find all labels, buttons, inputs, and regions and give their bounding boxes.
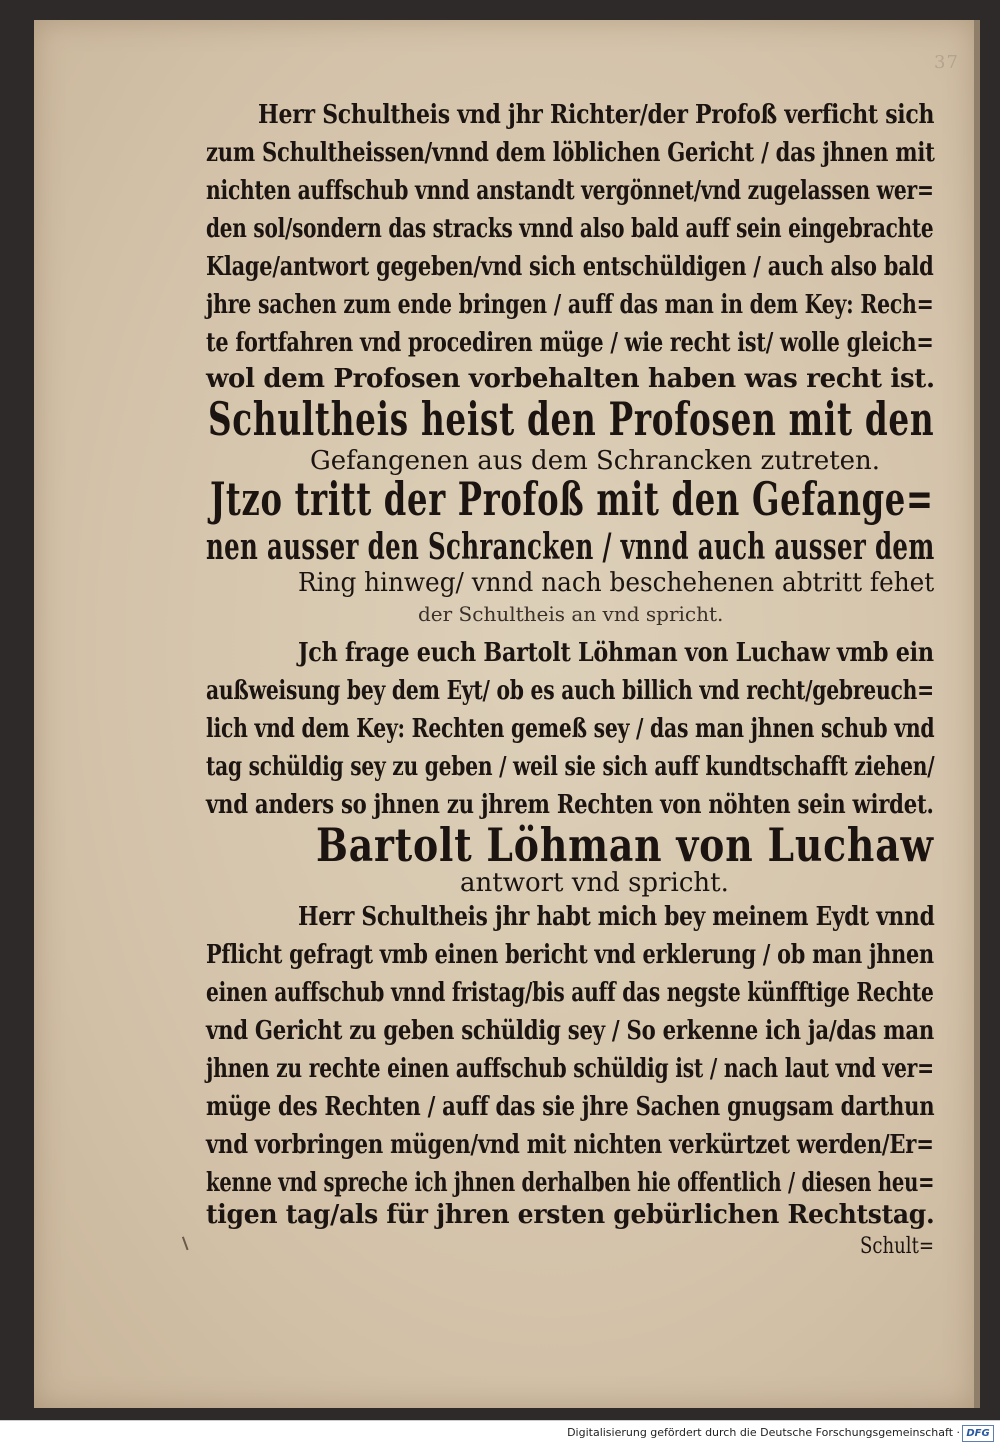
text-line: tigen tag/als für jhren ersten gebürlichen Rechtstag. (206, 1200, 935, 1230)
text-line: jhre sachen zum ende bringen / auff das man in dem Key: Rech= (206, 290, 934, 320)
text-line: zum Schultheissen/vnnd dem löblichen Gericht / das jhnen mit (206, 138, 935, 168)
footer-bar (0, 1420, 1000, 1445)
text-line: vnd anders so jhnen zu jhrem Rechten von nöhten sein wirdet. (206, 790, 934, 820)
text-line: Herr Schultheis vnd jhr Richter/der Profoß verficht sich (258, 100, 935, 130)
text-line: Herr Schultheis jhr habt mich bey meinem Eydt vnnd (298, 902, 935, 932)
funding-credit: Digitalisierung gefördert durch die Deutsche Forschungsgemeinschaft · (567, 1426, 960, 1439)
section-subheading: Ring hinweg/ vnnd nach beschehenen abtritt fehet (298, 568, 935, 598)
text-line: Pflicht gefragt vmb einen bericht vnd erklerung / ob man jhnen (206, 940, 934, 970)
text-line: tag schüldig sey zu geben / weil sie sich auff kundtschafft ziehen/ (206, 752, 935, 782)
text-line: nichten auffschub vnnd anstandt vergönnet/vnd zugelassen wer= (206, 176, 934, 206)
book-page (34, 20, 974, 1408)
text-line: lich vnd dem Key: Rechten gemeß sey / das man jhnen schub vnd (206, 714, 935, 744)
text-line: außweisung bey dem Eyt/ ob es auch billich vnd recht/gebreuch= (206, 676, 934, 706)
text-line: den sol/sondern das stracks vnnd also bald auff sein eingebrachte (206, 214, 934, 244)
section-heading: Jtzo tritt der Profoß mit den Gefange= (210, 472, 934, 526)
text-line: Klage/antwort gegeben/vnd sich entschüldigen / auch also bald (206, 252, 934, 282)
text-line: jhnen zu rechte einen auffschub schüldig ist / nach laut vnd ver= (206, 1054, 934, 1084)
catchword: Schult= (860, 1234, 935, 1259)
text-line: müge des Rechten / auff das sie jhre Sachen gnugsam darthun (206, 1092, 935, 1122)
text-line: vnd vorbringen mügen/vnd mit nichten verkürtzet werden/Er= (206, 1130, 934, 1160)
section-heading: nen ausser den Schrancken / vnnd auch ausser dem (206, 526, 935, 568)
dfg-logo: DFG (962, 1425, 994, 1442)
page-number-mark: 37 (934, 52, 959, 73)
page-edge (974, 20, 980, 1408)
page-text (34, 20, 974, 1408)
section-heading: Schultheis heist den Profosen mit den (208, 392, 935, 446)
text-line: Jch frage euch Bartolt Löhman von Luchaw vmb ein (298, 638, 934, 668)
text-line: vnd Gericht zu geben schüldig sey / So erkenne ich ja/das man (206, 1016, 935, 1046)
text-line: einen auffschub vnnd fristag/bis auff das negste künfftige Rechte (206, 978, 934, 1008)
speaker-subheading: antwort vnd spricht. (460, 868, 729, 898)
speaker-heading: Bartolt Löhman von Luchaw (316, 818, 934, 872)
text-line: wol dem Profosen vorbehalten haben was recht ist. (206, 364, 935, 394)
text-line: kenne vnd spreche ich jhnen derhalben hie offentlich / diesen heu= (206, 1168, 935, 1198)
text-line: te fortfahren vnd procediren müge / wie recht ist/ wolle gleich= (206, 328, 934, 358)
section-subheading: Gefangenen aus dem Schrancken zutreten. (310, 446, 881, 476)
section-subheading: der Schultheis an vnd spricht. (418, 602, 724, 626)
